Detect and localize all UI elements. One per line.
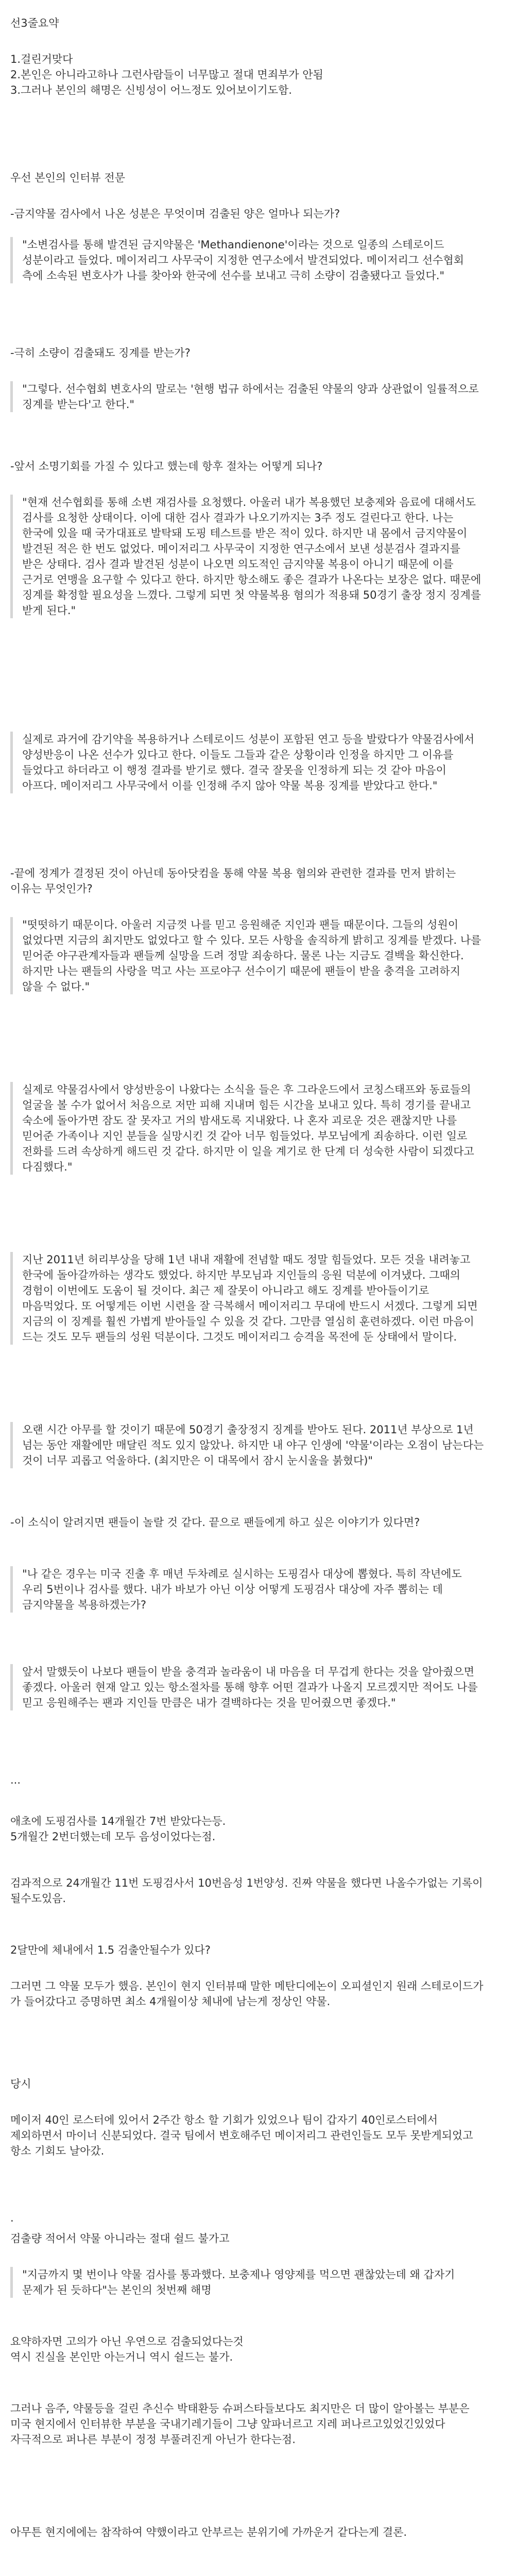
text-paragraph: -앞서 소명기회를 가질 수 있다고 했는데 항후 절차는 어떻게 되나? <box>10 460 323 472</box>
text-paragraph: 아무튼 현지에에는 참작하여 약했이라고 안부르는 분위기에 가까운거 같다는게 결론. <box>10 2526 407 2538</box>
text-paragraph: 2달만에 체내에서 1.5 검출안될수가 있다? <box>10 1944 211 1956</box>
text-paragraph: 요약하자면 고의가 아닌 우연으로 검출되었다는것 역시 진실을 본인만 아는거니 역시 쉴드는 불가. <box>10 2335 244 2363</box>
text-paragraph: 그러나 음주, 약물등을 걸린 추신수 박태환등 슈퍼스타들보다도 최지만은 더 많이 알아볼는 부분은 미국 현지에서 인터뷰한 부분을 국내기레기들이 그냥 앞파너르고 지레 퍼나르고있었긴있었다 자극적으로 퍼나른 부분이 정정 부풀려진게 아닌가 한다는점. <box>10 2402 470 2446</box>
text-paragraph: -금지약물 검사에서 나온 성분은 무엇이며 검출된 양은 얼마나 되는가? <box>10 208 340 220</box>
quote-paragraph: "지금까지 몇 번이나 약물 검사를 통과했다. 보충제나 영양제를 먹으면 괜찮았는데 왜 갑자기 문제가 된 듯하다"는 본인의 첫번째 해명 <box>10 2267 484 2298</box>
quote-paragraph: "나 같은 경우는 미국 진출 후 매년 두차례로 실시하는 도핑검사 대상에 뽑혔다. 특히 작년에도 우리 5번이나 검사를 했다. 내가 바보가 아닌 이상 어떻게 도핑검사 대상에 자주 뽑히는 데 금지약물을 복용하겠는가? <box>10 1566 484 1613</box>
text-paragraph: 우선 본인의 인터뷰 전문 <box>10 172 125 184</box>
text-paragraph: 그러면 그 약물 모두가 했음. 본인이 현지 인터뷰때 말한 메탄디에논이 오피셜인지 원래 스테로이드가 가 들어갔다고 증명하면 최소 4개월이상 체내에 남는게 정상인 약물. <box>10 1980 487 2008</box>
quote-paragraph: 앞서 말했듯이 나보다 팬들이 받을 충격과 놀라움이 내 마음을 더 무겁게 한다는 것을 알아줬으면 좋겠다. 아울러 현재 알고 있는 항소절차를 통해 향후 어떤 결과가 나올지 모르겠지만 적어도 나를 믿고 응원해주는 팬과 지인들 만큼은 내가 결백하다는 것을 믿어줬으면 좋겠다." <box>10 1664 484 1710</box>
quote-paragraph: 실제로 과거에 감기약을 복용하거나 스테로이드 성분이 포함된 연고 등을 발랐다가 약물검사에서 양성반응이 나온 선수가 있다고 한다. 이들도 그들과 같은 상황이라 인정을 하지만 그 이유를 들었다고 하더라고 이 행정 결과를 받기로 했다. 결국 잘못을 인정하게 되는 것 같아 마음이 아프다. 메이저리그 사무국에서 이를 인정해 주지 않아 약물 복용 징계를 받았다고 한다." <box>10 732 484 793</box>
quote-paragraph: 지난 2011년 허리부상을 당해 1년 내내 재활에 전념할 때도 정말 힘들었다. 모든 것을 내려놓고 한국에 돌아갈까하는 생각도 했었다. 하지만 부모님과 지인들의 응원 덕분에 이겨냈다. 그때의 경험이 이번에도 도움이 될 것이다. 최근 제 잘못이 아니라고 해도 징계를 받아들이기로 마음먹었다. 또 어떻게든 이번 시련을 잘 극복해서 메이저리그 무대에 반드시 서겠다. 그렇게 되면 지금의 이 징계를 훨씬 가볍게 받아들일 수 있을 것 같다. 그만큼 열심히 훈련하겠다. 이런 마음이 드는 것도 모두 팬들의 성원 덕분이다. 그것도 메이저리그 승격을 목전에 둔 상태에서 말이다. <box>10 1252 484 1345</box>
quote-paragraph: 오랜 시간 아무를 할 것이기 때문에 50경기 출장정지 징계를 받아도 된다. 2011년 부상으로 1년 넘는 동안 재활에만 매달린 적도 있지 않았나. 하지만 내 야구 인생에 '약물'이라는 오점이 남는다는 것이 너무 괴롭고 억울하다. (최지만은 이 대목에서 잠시 눈시울을 붉혔다)" <box>10 1422 484 1468</box>
text-paragraph: -끝에 정계가 결정된 것이 아닌데 동아닷컴을 통해 약물 복용 혐의와 관련한 결과를 먼저 밝히는 이유는 무엇인가? <box>10 867 459 895</box>
text-paragraph: 애초에 도핑검사를 14개월간 7번 받았다는등. 5개월간 2번더했는데 모두 음성이었다는점. <box>10 1815 226 1843</box>
text-paragraph: ... <box>10 1774 21 1786</box>
text-paragraph: -극히 소량이 검출돼도 징계를 받는가? <box>10 347 191 359</box>
quote-paragraph: "떳떳하기 때문이다. 아울러 지금껏 나를 믿고 응원해준 지인과 팬들 때문이다. 그들의 성원이 없었다면 지금의 최지만도 없었다고 할 수 있다. 모든 사항을 솔직하게 밝히고 징계를 받겠다. 나를 믿어준 야구관계자들과 팬들께 실망을 드려 정말 죄송하다. 물론 나는 지금도 결백을 확신한다. 하지만 나는 팬들의 사랑을 먹고 사는 프로야구 선수이기 때문에 팬들이 받을 충격을 고려하지 않을 수 없다." <box>10 917 484 994</box>
text-paragraph: . <box>10 2212 14 2224</box>
quote-paragraph: "그렇다. 선수협회 변호사의 말로는 '현행 법규 하에서는 검출된 약물의 양과 상관없이 일률적으로 징계를 받는다'고 한다." <box>10 381 484 412</box>
text-paragraph: 당시 <box>10 2078 31 2090</box>
quote-paragraph: "소변검사를 통해 발견된 금지약물은 'Methandienone'이라는 것으로 일종의 스테로이드 성분이라고 들었다. 메이저리그 사무국이 지정한 연구소에서 발견되었다. 메이저리그 선수협회 측에 소속된 변호사가 나를 찾아와 한국에 선수를 보내고 극히 소량이 검출됐다고 들었다." <box>10 237 484 283</box>
text-paragraph: 검과적으로 24개월간 11번 도핑검사서 10번음성 1번양성. 진짜 약물을 했다면 나올수가없는 기록이 될수도있음. <box>10 1877 487 1905</box>
quote-paragraph: 실제로 약물검사에서 양성반응이 나왔다는 소식을 들은 후 그라운드에서 코칭스태프와 동료들의 얼굴을 볼 수가 없어서 처음으로 저만 피해 지내며 힘든 시간을 보내고 있다. 특히 경기를 끝내고 숙소에 돌아가면 잠도 잘 못자고 거의 밤새도록 지내왔다. 나 혼자 괴로운 것은 괜찮지만 나를 믿어준 가족이나 지인 분들을 실망시킨 것 같아 너무 힘들었다. 부모님에게 죄송하다. 이런 일로 전화를 드려 속상하게 해드린 것 같다. 하지만 이 일을 계기로 한 단계 더 성숙한 사람이 되겠다고 다짐했다." <box>10 1082 484 1175</box>
text-paragraph: 검출량 적어서 약물 아니라는 절대 쉴드 불가고 <box>10 2232 230 2245</box>
text-paragraph: 1.걸린거맞다 2.본인은 아니라고하나 그런사람들이 너무많고 절대 면죄부가 안됨 3.그러나 본인의 해명은 신빙성이 어느정도 있어보이기도함. <box>10 53 323 96</box>
quote-paragraph: "현재 선수협회를 통해 소변 재검사를 요청했다. 아울러 내가 복용했던 보충제와 음료에 대해서도 검사를 요청한 상태이다. 이에 대한 검사 결과가 나오기까지는 3주 정도 걸린다고 한다. 나는 한국에 있을 때 국가대표로 발탁돼 도핑 테스트를 받은 적이 있다. 하지만 내 몸에서 금지약물이 발견된 적은 한 번도 없었다. 메이저리그 사무국이 지정한 연구소에서 보낸 성분검사 결과지를 받은 상태다. 검사 결과 발견된 성분이 나오면 의도적인 금지약물 복용이 아니기 때문에 이를 근거로 연맹을 요구할 수 있다고 한다. 하지만 항소해도 좋은 결과가 나온다는 보장은 없다. 때문에 징계를 확정할 필요성을 느꼈다. 그렇게 되면 첫 약물복용 혐의가 적용돼 50경기 출장 정지 징계를 받게 된다." <box>10 495 484 618</box>
text-paragraph: 메이저 40인 로스터에 있어서 2주간 항소 할 기회가 있었으나 팀이 갑자기 40인로스터에서 제외하면서 마이너 신분되었다. 결국 팀에서 변호해주던 메이저리그 관련인들도 모두 못받게되었고 항소 기회도 날아갔. <box>10 2114 477 2157</box>
text-paragraph: 선3줄요약 <box>10 17 59 29</box>
text-paragraph: -이 소식이 알려지면 팬들이 놀랄 것 같다. 끝으로 팬들에게 하고 싶은 이야기가 있다면? <box>10 1516 420 1529</box>
